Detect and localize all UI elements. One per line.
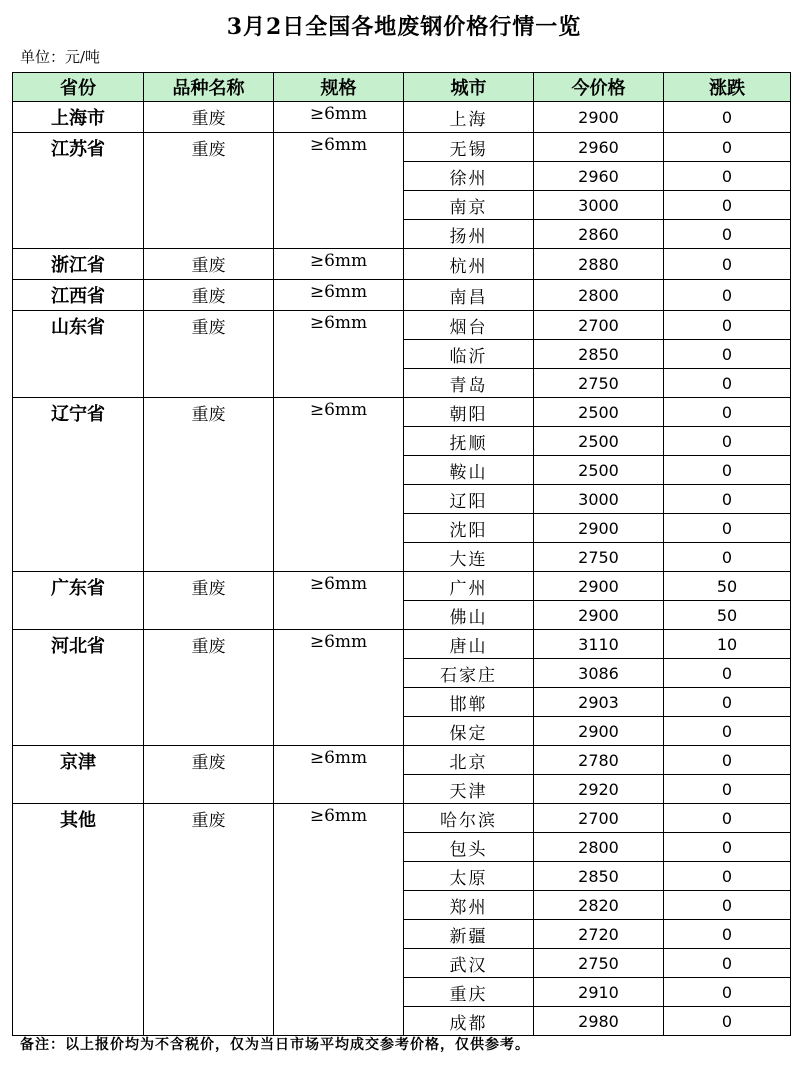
price-table [12, 72, 791, 1036]
category-cell: 重废 [144, 249, 274, 280]
price-cell: 2500 [534, 456, 664, 485]
province-cell: 辽宁省 [13, 398, 144, 572]
table-row [13, 398, 791, 427]
province-cell: 浙江省 [13, 249, 144, 280]
price-cell: 2960 [534, 162, 664, 191]
change-cell: 0 [664, 311, 791, 340]
price-cell: 3000 [534, 191, 664, 220]
price-cell: 2900 [534, 572, 664, 601]
change-cell: 0 [664, 688, 791, 717]
city-cell: 抚顺 [404, 427, 534, 456]
header-category: 品种名称 [144, 73, 274, 102]
price-cell: 3110 [534, 630, 664, 659]
price-cell: 2960 [534, 133, 664, 162]
spec-cell: ≥6mm [274, 280, 404, 311]
price-cell: 3000 [534, 485, 664, 514]
spec-cell: ≥6mm [274, 398, 404, 572]
change-cell: 0 [664, 978, 791, 1007]
change-cell: 0 [664, 398, 791, 427]
change-cell: 0 [664, 133, 791, 162]
page-title: 3月2日全国各地废钢价格行情一览 [226, 14, 582, 40]
change-cell: 0 [664, 280, 791, 311]
city-cell: 临沂 [404, 340, 534, 369]
province-cell: 京津 [13, 746, 144, 804]
city-cell: 哈尔滨 [404, 804, 534, 833]
city-cell: 包头 [404, 833, 534, 862]
price-cell: 2700 [534, 804, 664, 833]
price-cell: 2800 [534, 833, 664, 862]
city-cell: 广州 [404, 572, 534, 601]
change-cell: 0 [664, 456, 791, 485]
price-cell: 2750 [534, 369, 664, 398]
price-cell: 2903 [534, 688, 664, 717]
category-cell: 重废 [144, 398, 274, 572]
table-row [13, 311, 791, 340]
spec-cell: ≥6mm [274, 311, 404, 398]
price-cell: 2860 [534, 220, 664, 249]
category-cell: 重废 [144, 311, 274, 398]
price-cell: 2910 [534, 978, 664, 1007]
change-cell: 0 [664, 804, 791, 833]
price-cell: 2750 [534, 949, 664, 978]
category-cell: 重废 [144, 133, 274, 249]
price-cell: 2920 [534, 775, 664, 804]
category-cell: 重废 [144, 804, 274, 1036]
city-cell: 郑州 [404, 891, 534, 920]
city-cell: 北京 [404, 746, 534, 775]
change-cell: 0 [664, 659, 791, 688]
spec-cell: ≥6mm [274, 804, 404, 1036]
price-cell: 2750 [534, 543, 664, 572]
change-cell: 0 [664, 220, 791, 249]
header-province: 省份 [13, 73, 144, 102]
table-row [13, 572, 791, 601]
change-cell: 0 [664, 833, 791, 862]
price-cell: 2800 [534, 280, 664, 311]
header-spec: 规格 [274, 73, 404, 102]
table-row [13, 746, 791, 775]
province-cell: 山东省 [13, 311, 144, 398]
table-body [13, 102, 791, 1036]
spec-cell: ≥6mm [274, 133, 404, 249]
change-cell: 0 [664, 162, 791, 191]
table-row [13, 249, 791, 280]
city-cell: 烟台 [404, 311, 534, 340]
change-cell: 0 [664, 949, 791, 978]
header-price: 今价格 [534, 73, 664, 102]
city-cell: 太原 [404, 862, 534, 891]
change-cell: 0 [664, 191, 791, 220]
price-cell: 2900 [534, 102, 664, 133]
change-cell: 0 [664, 514, 791, 543]
city-cell: 佛山 [404, 601, 534, 630]
header-city: 城市 [404, 73, 534, 102]
city-cell: 杭州 [404, 249, 534, 280]
city-cell: 南京 [404, 191, 534, 220]
city-cell: 大连 [404, 543, 534, 572]
city-cell: 保定 [404, 717, 534, 746]
city-cell: 天津 [404, 775, 534, 804]
category-cell: 重废 [144, 572, 274, 630]
price-cell: 2780 [534, 746, 664, 775]
city-cell: 扬州 [404, 220, 534, 249]
city-cell: 南昌 [404, 280, 534, 311]
city-cell: 重庆 [404, 978, 534, 1007]
change-cell: 0 [664, 340, 791, 369]
change-cell: 50 [664, 601, 791, 630]
price-cell: 2500 [534, 427, 664, 456]
province-cell: 其他 [13, 804, 144, 1036]
city-cell: 朝阳 [404, 398, 534, 427]
price-cell: 2900 [534, 601, 664, 630]
spec-cell: ≥6mm [274, 746, 404, 804]
spec-cell: ≥6mm [274, 249, 404, 280]
city-cell: 唐山 [404, 630, 534, 659]
change-cell: 50 [664, 572, 791, 601]
change-cell: 0 [664, 427, 791, 456]
price-cell: 2900 [534, 514, 664, 543]
price-cell: 2850 [534, 340, 664, 369]
city-cell: 新疆 [404, 920, 534, 949]
change-cell: 0 [664, 249, 791, 280]
city-cell: 沈阳 [404, 514, 534, 543]
city-cell: 鞍山 [404, 456, 534, 485]
price-cell: 2720 [534, 920, 664, 949]
province-cell: 广东省 [13, 572, 144, 630]
city-cell: 徐州 [404, 162, 534, 191]
header-change: 涨跌 [664, 73, 791, 102]
province-cell: 上海市 [13, 102, 144, 133]
city-cell: 石家庄 [404, 659, 534, 688]
price-cell: 2900 [534, 717, 664, 746]
change-cell: 0 [664, 746, 791, 775]
category-cell: 重废 [144, 746, 274, 804]
change-cell: 0 [664, 717, 791, 746]
price-cell: 2500 [534, 398, 664, 427]
unit-label: 单位：元/吨 [20, 48, 101, 66]
city-cell: 武汉 [404, 949, 534, 978]
price-cell: 2850 [534, 862, 664, 891]
spec-cell: ≥6mm [274, 102, 404, 133]
city-cell: 辽阳 [404, 485, 534, 514]
price-cell: 2880 [534, 249, 664, 280]
change-cell: 0 [664, 775, 791, 804]
change-cell: 0 [664, 1007, 791, 1036]
price-cell: 2820 [534, 891, 664, 920]
province-cell: 河北省 [13, 630, 144, 746]
price-cell: 2700 [534, 311, 664, 340]
change-cell: 0 [664, 862, 791, 891]
change-cell: 0 [664, 369, 791, 398]
category-cell: 重废 [144, 102, 274, 133]
city-cell: 无锡 [404, 133, 534, 162]
header-row [13, 73, 791, 102]
spec-cell: ≥6mm [274, 572, 404, 630]
table-row [13, 133, 791, 162]
table-row [13, 804, 791, 833]
change-cell: 0 [664, 485, 791, 514]
category-cell: 重废 [144, 630, 274, 746]
table-row [13, 630, 791, 659]
change-cell: 0 [664, 102, 791, 133]
change-cell: 10 [664, 630, 791, 659]
table-row [13, 102, 791, 133]
change-cell: 0 [664, 891, 791, 920]
spec-cell: ≥6mm [274, 630, 404, 746]
table-row [13, 280, 791, 311]
price-cell: 3086 [534, 659, 664, 688]
city-cell: 上海 [404, 102, 534, 133]
city-cell: 青岛 [404, 369, 534, 398]
change-cell: 0 [664, 543, 791, 572]
category-cell: 重废 [144, 280, 274, 311]
city-cell: 成都 [404, 1007, 534, 1036]
price-cell: 2980 [534, 1007, 664, 1036]
province-cell: 江西省 [13, 280, 144, 311]
change-cell: 0 [664, 920, 791, 949]
province-cell: 江苏省 [13, 133, 144, 249]
city-cell: 邯郸 [404, 688, 534, 717]
footnote: 备注：以上报价均为不含税价，仅为当日市场平均成交参考价格，仅供参考。 [20, 1037, 530, 1053]
